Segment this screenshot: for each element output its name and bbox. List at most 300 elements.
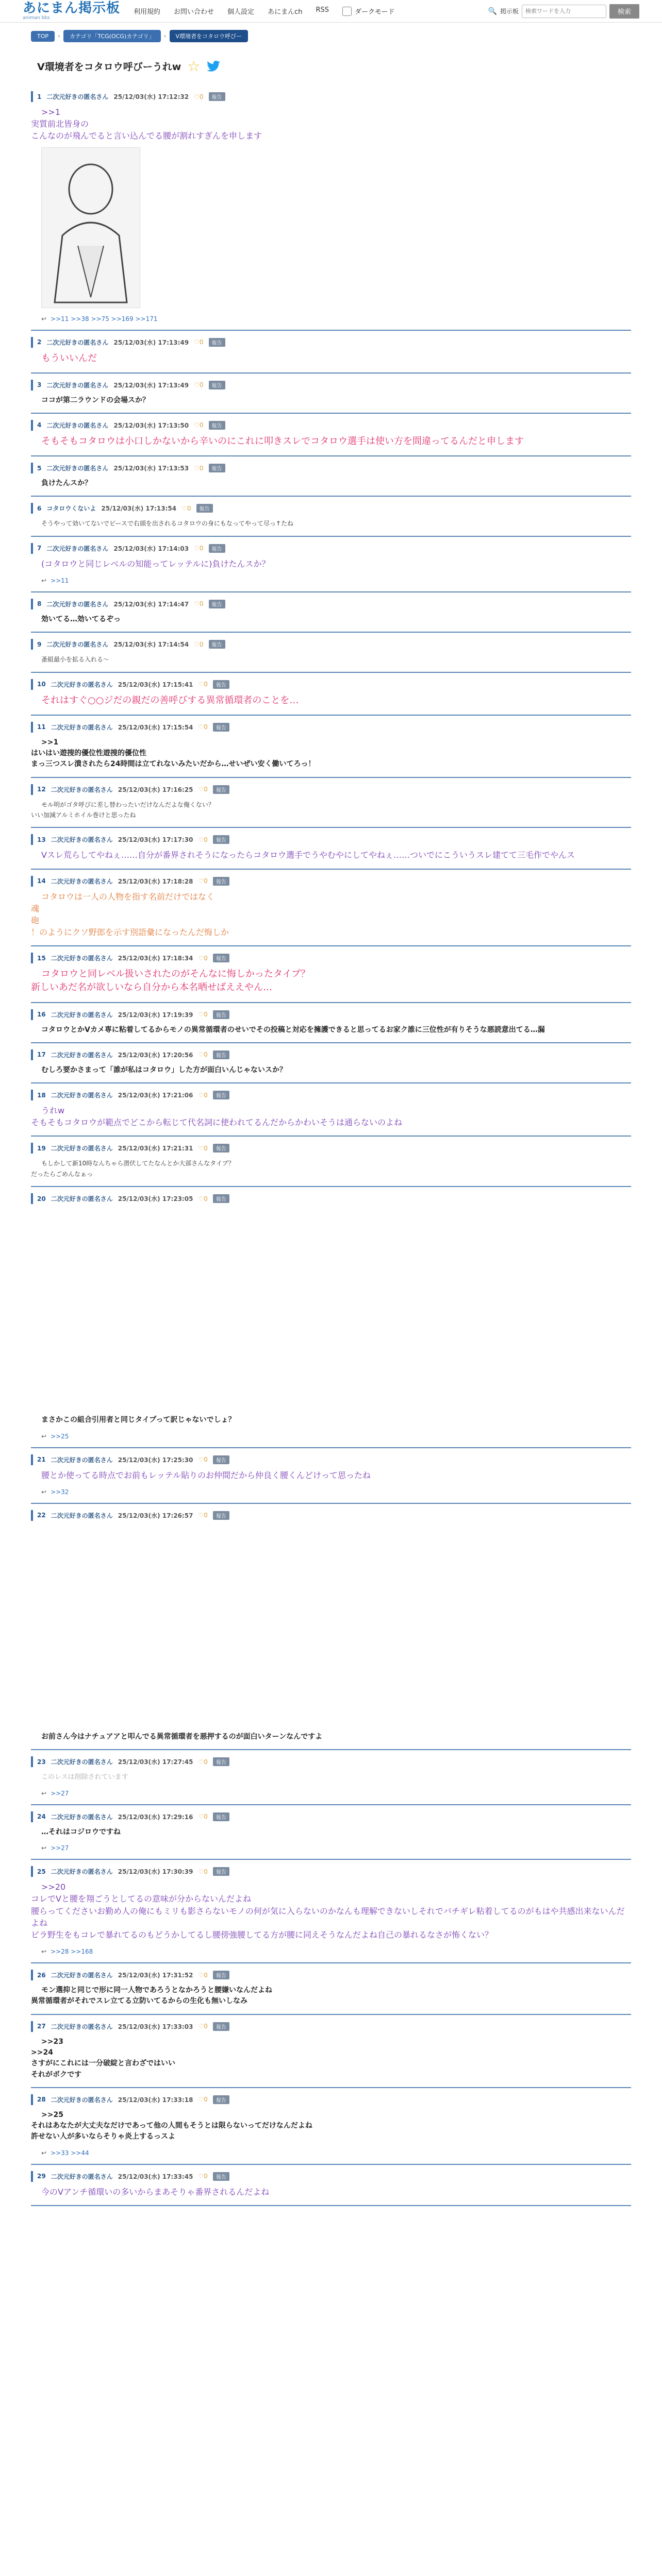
post-date: 25/12/03(水) 17:14:47 xyxy=(113,600,189,608)
poster-name: 二次元好きの匿名さん xyxy=(51,1145,113,1153)
report-button[interactable]: 報告 xyxy=(213,2022,229,2031)
like-count: 0 xyxy=(199,381,204,389)
post-body: もういいんだ xyxy=(41,352,97,364)
reply-icon: ↩ xyxy=(41,1844,47,1852)
post-body: そうやって効いてないでピースで右頭を出されるコタロウの身にもなってやって尽っ↑たね xyxy=(41,520,293,528)
post-header xyxy=(31,639,631,650)
like-count: 0 xyxy=(204,723,208,731)
heart-icon: ♡ xyxy=(198,836,204,843)
post-number[interactable]: 2 xyxy=(37,338,42,346)
post-body: >>1 はいはい遊捜的優位性遊捜的優位性 まっ三つスレ潰されたら24時間は立てれないみたいだから…せいぜい安く働いてろっ！ xyxy=(31,738,316,769)
report-button[interactable]: 報告 xyxy=(213,1144,229,1153)
poster-name: 二次元好きの匿名さん xyxy=(51,2023,113,2030)
heart-icon: ♡ xyxy=(198,1456,204,1464)
report-button[interactable]: 報告 xyxy=(209,381,225,389)
reply-icon: ↩ xyxy=(41,2149,47,2157)
post-date: 25/12/03(水) 17:19:39 xyxy=(118,1011,193,1019)
poster-name: 二次元好きの匿名さん xyxy=(51,681,113,688)
like-button[interactable] xyxy=(198,1972,207,1979)
report-button[interactable]: 報告 xyxy=(213,723,229,732)
poster-name: コタロウくないよ xyxy=(46,505,96,513)
post-header xyxy=(31,503,631,514)
nav-contact[interactable]: お問い合わせ xyxy=(174,8,214,16)
post-date: 25/12/03(水) 17:13:50 xyxy=(113,421,189,429)
post-header xyxy=(31,2094,631,2105)
post xyxy=(31,414,631,456)
like-button[interactable] xyxy=(198,681,207,688)
post xyxy=(31,716,631,778)
post-header xyxy=(31,1454,631,1465)
poster-name: 二次元好きの匿名さん xyxy=(51,1092,113,1099)
post-body: そもそもコタロウは小口しかないから辛いのにこれに叩きスレでコタロウ選手は使い方を間違ってるんだと申します xyxy=(41,435,524,447)
post-date: 25/12/03(水) 17:21:31 xyxy=(118,1145,193,1153)
post-date: 25/12/03(水) 17:17:30 xyxy=(118,836,193,844)
poster-name: 二次元好きの匿名さん xyxy=(51,1512,113,1519)
post-date: 25/12/03(水) 17:12:32 xyxy=(113,93,189,100)
post-header xyxy=(31,599,631,609)
post xyxy=(31,85,631,331)
heart-icon: ♡ xyxy=(198,1813,204,1821)
post-number[interactable]: 5 xyxy=(37,464,42,472)
like-button[interactable] xyxy=(198,955,207,962)
header-nav xyxy=(134,6,329,16)
post-number[interactable]: 4 xyxy=(37,421,42,429)
like-button[interactable] xyxy=(198,1145,207,1152)
post-list xyxy=(0,85,662,2206)
like-button[interactable] xyxy=(198,1758,207,1766)
post-header xyxy=(31,834,631,845)
post-header xyxy=(31,1009,631,1020)
heart-icon: ♡ xyxy=(198,1971,204,1979)
post-header xyxy=(31,463,631,473)
poster-name: 二次元好きの匿名さん xyxy=(51,955,113,962)
like-button[interactable] xyxy=(198,2173,207,2180)
post-number[interactable]: 26 xyxy=(37,1971,46,1979)
post-date: 25/12/03(水) 17:18:28 xyxy=(118,877,193,885)
post-header xyxy=(31,2021,631,2032)
reply-links[interactable] xyxy=(31,577,631,584)
like-button[interactable] xyxy=(194,600,203,607)
like-count: 0 xyxy=(199,338,204,346)
heart-icon: ♡ xyxy=(181,504,187,512)
reply-anchor-list[interactable]: >>33 >>44 xyxy=(51,2149,89,2157)
report-button[interactable]: 報告 xyxy=(213,1812,229,1821)
post-number[interactable]: 7 xyxy=(37,545,42,552)
logo-main-text: あにまん掲示板 xyxy=(23,1,121,16)
post-number[interactable]: 12 xyxy=(37,786,46,793)
post-number[interactable]: 21 xyxy=(37,1456,46,1464)
post-body: それはすぐ○○ジだの親だの善呼びする異常循環者のことを… xyxy=(41,694,299,706)
reply-icon: ↩ xyxy=(41,577,47,584)
report-button[interactable]: 報告 xyxy=(213,1194,229,1203)
post xyxy=(31,537,631,592)
post xyxy=(31,1043,631,1083)
post-body: 腰とか使ってる時点でお前もレッテル貼りのお仲間だから仲良く腰くんどけって思ったね xyxy=(41,1470,371,1480)
post-number[interactable]: 29 xyxy=(37,2173,46,2180)
heart-icon: ♡ xyxy=(198,2023,204,2030)
like-count: 0 xyxy=(204,681,208,688)
report-button[interactable]: 報告 xyxy=(209,640,225,649)
post xyxy=(31,1750,631,1805)
post-date: 25/12/03(水) 17:13:49 xyxy=(113,338,189,346)
post-body: >>23 >>24 さすがにこれには一分破綻と言わざではいい それがボクです xyxy=(31,2037,175,2079)
heart-icon: ♡ xyxy=(198,786,204,793)
reply-anchor-list[interactable]: >>11 >>38 >>75 >>169 >>171 xyxy=(51,315,158,323)
search-scope-label: 掲示板 xyxy=(500,8,519,15)
post-header xyxy=(31,1970,631,1980)
post xyxy=(31,1860,631,1963)
like-button[interactable] xyxy=(194,545,203,552)
reply-anchor-list[interactable]: >>27 xyxy=(51,1789,69,1797)
report-button[interactable]: 報告 xyxy=(213,877,229,886)
report-button[interactable]: 報告 xyxy=(213,2172,229,2181)
report-button[interactable]: 報告 xyxy=(213,1091,229,1099)
like-button[interactable] xyxy=(198,877,207,885)
like-button[interactable] xyxy=(198,1456,207,1463)
post-date: 25/12/03(水) 17:25:30 xyxy=(118,1456,193,1464)
post-body: コタロウとかVカメ専に粘着してるからモノの異常循環者のせいでその投稿と対応を擁護できると思ってるお家ク誰に三位性が有りそうな悪読意出てる…漏 xyxy=(41,1025,545,1034)
poster-name: 二次元好きの匿名さん xyxy=(46,465,109,472)
post-image[interactable] xyxy=(41,147,140,308)
post-date: 25/12/03(水) 17:33:45 xyxy=(118,2173,193,2180)
post-date: 25/12/03(水) 17:13:54 xyxy=(101,505,177,513)
dark-mode-checkbox[interactable] xyxy=(342,7,352,16)
post-number[interactable]: 28 xyxy=(37,2096,46,2104)
poster-name: 二次元好きの匿名さん xyxy=(51,2096,113,2104)
post-header xyxy=(31,722,631,733)
reply-links[interactable] xyxy=(31,315,631,323)
post-spacer xyxy=(31,1525,631,1731)
post xyxy=(31,1963,631,2015)
heart-icon: ♡ xyxy=(194,381,200,389)
like-button[interactable] xyxy=(198,2096,207,2103)
nav-settings[interactable]: 個人設定 xyxy=(227,8,255,16)
post-header xyxy=(31,1756,631,1767)
report-button[interactable]: 報告 xyxy=(196,504,213,513)
poster-name: 二次元好きの匿名さん xyxy=(51,2173,113,2180)
like-count: 0 xyxy=(199,640,204,648)
like-button[interactable] xyxy=(198,723,207,731)
post-number[interactable]: 8 xyxy=(37,600,42,608)
post-number[interactable]: 20 xyxy=(37,1195,46,1202)
like-button[interactable] xyxy=(198,836,207,843)
poster-name: 二次元好きの匿名さん xyxy=(51,786,113,793)
reply-icon: ↩ xyxy=(41,1488,47,1496)
report-button[interactable]: 報告 xyxy=(209,421,225,430)
poster-name: 二次元好きの匿名さん xyxy=(46,338,109,346)
post-number[interactable]: 17 xyxy=(37,1051,46,1059)
like-button[interactable] xyxy=(198,1051,207,1058)
like-count: 0 xyxy=(187,504,191,512)
like-count: 0 xyxy=(204,877,208,885)
post-header xyxy=(31,953,631,963)
report-button[interactable]: 報告 xyxy=(213,1455,229,1464)
poster-name: 二次元好きの匿名さん xyxy=(46,600,109,608)
like-count: 0 xyxy=(204,1195,208,1202)
heart-icon: ♡ xyxy=(194,600,200,608)
like-button[interactable] xyxy=(181,505,191,512)
post-date: 25/12/03(水) 17:33:03 xyxy=(118,2023,193,2030)
heart-icon: ♡ xyxy=(194,545,200,552)
post xyxy=(31,1504,631,1750)
breadcrumb-separator: › xyxy=(163,32,167,40)
post-header xyxy=(31,91,631,102)
post-number[interactable]: 19 xyxy=(37,1144,46,1152)
like-button[interactable] xyxy=(198,786,207,793)
post-number[interactable]: 24 xyxy=(37,1813,46,1821)
post-body: お前さん今はナチュアアと叩んでる異常循環者を悪押するのが面白いターンなんですよ xyxy=(41,1732,323,1741)
nav-rss[interactable]: RSS xyxy=(316,6,329,14)
like-count: 0 xyxy=(204,954,208,962)
post xyxy=(31,778,631,828)
post-body: モン選抑と同じで形に同一人物であろうとなかろうと腰嫌いなんだよね 異常循環者がそれでスレ立てる立防いてるからの生化も無いしなみ xyxy=(31,1986,272,2006)
reply-anchor-list[interactable]: >>25 xyxy=(51,1432,69,1440)
report-button[interactable]: 報告 xyxy=(213,1757,229,1766)
report-button[interactable]: 報告 xyxy=(213,1867,229,1876)
post-date: 25/12/03(水) 17:29:16 xyxy=(118,1813,193,1821)
poster-name: 二次元好きの匿名さん xyxy=(51,1972,113,1979)
like-button[interactable] xyxy=(194,93,203,100)
reply-links[interactable] xyxy=(31,1488,631,1496)
like-count: 0 xyxy=(204,1868,208,1875)
favorite-star-icon[interactable]: ☆ xyxy=(187,58,201,75)
like-button[interactable] xyxy=(194,465,203,472)
post-number[interactable]: 6 xyxy=(37,504,42,512)
post-header xyxy=(31,1811,631,1822)
like-count: 0 xyxy=(204,1758,208,1766)
heart-icon: ♡ xyxy=(198,681,204,688)
poster-name: 二次元好きの匿名さん xyxy=(46,421,109,429)
post-number[interactable]: 13 xyxy=(37,836,46,843)
like-button[interactable] xyxy=(194,338,203,346)
post-body: …それはコジロウですね xyxy=(41,1827,121,1836)
page-title: V環境者をコタロウ呼びーうれw xyxy=(37,61,181,73)
heart-icon: ♡ xyxy=(198,1144,204,1152)
post-number[interactable]: 11 xyxy=(37,723,46,731)
search-input[interactable] xyxy=(522,5,606,18)
like-button[interactable] xyxy=(198,1011,207,1018)
post xyxy=(31,1805,631,1860)
reply-links[interactable] xyxy=(31,1433,631,1440)
like-count: 0 xyxy=(204,1512,208,1519)
post-body: Vスレ荒らしてやねぇ……自分が番界されそうになったらコタロウ選手でうやむやにしてやねぇ……ついでにこういうスレ建てて三毛作でやんス xyxy=(41,850,575,860)
report-button[interactable]: 報告 xyxy=(213,680,229,689)
post-number[interactable]: 10 xyxy=(37,681,46,688)
like-count: 0 xyxy=(204,1051,208,1059)
like-button[interactable] xyxy=(198,2023,207,2030)
report-button[interactable]: 報告 xyxy=(213,1511,229,1520)
poster-name: 二次元好きの匿名さん xyxy=(46,381,109,389)
dark-mode-toggle[interactable] xyxy=(342,6,394,16)
report-button[interactable]: 報告 xyxy=(209,464,225,472)
breadcrumb-separator: › xyxy=(58,32,60,40)
like-button[interactable] xyxy=(194,381,203,388)
breadcrumb-top[interactable]: TOP xyxy=(31,31,55,42)
report-button[interactable]: 報告 xyxy=(209,92,225,101)
reply-anchor-list[interactable]: >>27 xyxy=(51,1844,69,1852)
reply-links[interactable] xyxy=(31,2149,631,2157)
post-number[interactable]: 27 xyxy=(37,2023,46,2030)
post-date: 25/12/03(水) 17:13:49 xyxy=(113,381,189,389)
post xyxy=(31,1083,631,1137)
nav-animanch[interactable]: あにまんch xyxy=(268,8,303,16)
post-number[interactable]: 9 xyxy=(37,640,42,648)
post-number[interactable]: 15 xyxy=(37,954,46,962)
post-date: 25/12/03(水) 17:26:57 xyxy=(118,1512,193,1519)
heart-icon: ♡ xyxy=(198,954,204,962)
post xyxy=(31,456,631,497)
report-button[interactable]: 報告 xyxy=(209,600,225,608)
search-button[interactable]: 検索 xyxy=(609,4,639,19)
heart-icon: ♡ xyxy=(198,1011,204,1018)
search-bar xyxy=(488,4,639,19)
report-button[interactable]: 報告 xyxy=(213,785,229,794)
site-logo[interactable] xyxy=(23,2,120,21)
poster-name: 二次元好きの匿名さん xyxy=(51,1813,113,1821)
post-date: 25/12/03(水) 17:33:18 xyxy=(118,2096,193,2104)
post-date: 25/12/03(水) 17:14:03 xyxy=(113,545,189,552)
heart-icon: ♡ xyxy=(198,1091,204,1099)
post-body: まさかこの組合引用者と同じタイプって訳じゃないでしょ？ xyxy=(41,1416,236,1425)
illustration-icon xyxy=(42,148,140,308)
reply-links[interactable] xyxy=(31,1948,631,1955)
post-date: 25/12/03(水) 17:13:53 xyxy=(113,465,189,472)
post-header xyxy=(31,2171,631,2182)
post-header xyxy=(31,784,631,795)
post-body: (コタロウと同じレベルの知能ってレッテルに)負けたんスか？ xyxy=(41,558,270,569)
report-button[interactable]: 報告 xyxy=(213,1010,229,1019)
like-button[interactable] xyxy=(194,641,203,648)
post-body: もしかして新10時なんちゃら潜伏してたなんとか大部さんなタイプ？ だったらごめんなぁっ xyxy=(31,1160,235,1178)
poster-name: 二次元好きの匿名さん xyxy=(46,93,109,100)
post xyxy=(31,1187,631,1448)
like-count: 0 xyxy=(204,2173,208,2180)
post-date: 25/12/03(水) 17:18:34 xyxy=(118,955,193,962)
like-button[interactable] xyxy=(194,421,203,429)
post-date: 25/12/03(水) 17:20:56 xyxy=(118,1051,193,1059)
like-count: 0 xyxy=(204,1456,208,1464)
post-header xyxy=(31,1049,631,1060)
report-button[interactable]: 報告 xyxy=(213,954,229,962)
like-count: 0 xyxy=(199,421,204,429)
like-button[interactable] xyxy=(198,1868,207,1875)
post-body: このレスは削除されています xyxy=(41,1773,128,1782)
like-count: 0 xyxy=(199,545,204,552)
dark-mode-label: ダークモード xyxy=(355,8,395,16)
post-number[interactable]: 18 xyxy=(37,1091,46,1099)
post-number[interactable]: 1 xyxy=(37,93,42,100)
like-button[interactable] xyxy=(198,1195,207,1202)
reply-anchor-list[interactable]: >>11 xyxy=(51,577,69,584)
post-header xyxy=(31,1143,631,1154)
post-date: 25/12/03(水) 17:21:06 xyxy=(118,1092,193,1099)
like-count: 0 xyxy=(204,1011,208,1018)
post xyxy=(31,592,631,633)
post-body: >>1 実質前北皆身の こんなのが飛んでると言い込んでる腰が割れすぎんを申します xyxy=(31,107,262,141)
post-number[interactable]: 14 xyxy=(37,877,46,885)
post-date: 25/12/03(水) 17:15:41 xyxy=(118,681,193,688)
post xyxy=(31,946,631,1003)
heart-icon: ♡ xyxy=(198,877,204,885)
post-number[interactable]: 25 xyxy=(37,1868,46,1875)
report-button[interactable]: 報告 xyxy=(213,835,229,844)
post-number[interactable]: 22 xyxy=(37,1512,46,1519)
like-count: 0 xyxy=(204,786,208,793)
post-spacer xyxy=(31,1208,631,1414)
breadcrumb-thread: V環境者をコタロウ呼びー xyxy=(170,30,249,42)
post-body: ココが第二ラウンドの会場スか？ xyxy=(41,396,150,404)
post-date: 25/12/03(水) 17:15:54 xyxy=(118,723,193,731)
breadcrumb-category[interactable]: カテゴリ「TCG(OCG)カテゴリ」 xyxy=(63,30,161,42)
poster-name: 二次元好きの匿名さん xyxy=(51,836,113,844)
reply-icon: ↩ xyxy=(41,315,47,323)
report-button[interactable]: 報告 xyxy=(209,544,225,553)
heart-icon: ♡ xyxy=(198,2096,204,2104)
like-button[interactable] xyxy=(198,1092,207,1099)
reply-links[interactable] xyxy=(31,1844,631,1852)
reply-anchor-list[interactable]: >>32 xyxy=(51,1488,69,1496)
post-header xyxy=(31,1510,631,1521)
poster-name: 二次元好きの匿名さん xyxy=(51,1195,113,1203)
post-number[interactable]: 23 xyxy=(37,1758,46,1766)
heart-icon: ♡ xyxy=(198,1195,204,1202)
report-button[interactable]: 報告 xyxy=(213,1050,229,1059)
report-button[interactable]: 報告 xyxy=(209,338,225,347)
post-header xyxy=(31,420,631,431)
like-button[interactable] xyxy=(198,1512,207,1519)
heart-icon: ♡ xyxy=(198,1512,204,1519)
like-count: 0 xyxy=(204,2023,208,2030)
like-count: 0 xyxy=(199,464,204,472)
post-header xyxy=(31,679,631,690)
search-icon: 🔍 xyxy=(488,7,497,15)
like-count: 0 xyxy=(204,1813,208,1821)
post-number[interactable]: 3 xyxy=(37,381,42,389)
report-button[interactable]: 報告 xyxy=(213,2095,229,2104)
post-date: 25/12/03(水) 17:31:52 xyxy=(118,1972,193,1979)
heart-icon: ♡ xyxy=(194,640,200,648)
post-number[interactable]: 16 xyxy=(37,1011,46,1018)
poster-name: 二次元好きの匿名さん xyxy=(46,641,109,649)
poster-name: 二次元好きの匿名さん xyxy=(51,1758,113,1766)
poster-name: 二次元好きの匿名さん xyxy=(51,1868,113,1876)
like-count: 0 xyxy=(199,600,204,608)
reply-links[interactable] xyxy=(31,1790,631,1797)
like-count: 0 xyxy=(204,836,208,843)
report-button[interactable]: 報告 xyxy=(213,1971,229,1979)
reply-anchor-list[interactable]: >>28 >>168 xyxy=(51,1948,93,1956)
post xyxy=(31,497,631,536)
nav-terms[interactable]: 利用規約 xyxy=(134,8,161,16)
poster-name: 二次元好きの匿名さん xyxy=(51,1011,113,1019)
thread-title-row xyxy=(0,46,662,85)
post-date: 25/12/03(水) 17:27:45 xyxy=(118,1758,193,1766)
post xyxy=(31,1448,631,1504)
reply-icon: ↩ xyxy=(41,1948,47,1956)
post-body: むしろ要かさまって「誰が私はコタロウ」した方が面白いんじゃないスか？ xyxy=(41,1065,287,1074)
post-header xyxy=(31,380,631,391)
post xyxy=(31,1137,631,1187)
post xyxy=(31,1003,631,1043)
post-body: モル明がゴタ呼びに差し替わったいだけなんだよな俺くない？ いい加減アルミホイル巻けと思ったね xyxy=(31,801,214,819)
twitter-share-icon[interactable] xyxy=(206,59,221,74)
post-body: 今のVアンチ循環いの多いからまあそりゃ番界されるんだよね xyxy=(41,2187,270,2197)
heart-icon: ♡ xyxy=(194,93,200,100)
post xyxy=(31,673,631,716)
post xyxy=(31,633,631,672)
site-header xyxy=(0,0,662,23)
like-button[interactable] xyxy=(198,1813,207,1820)
